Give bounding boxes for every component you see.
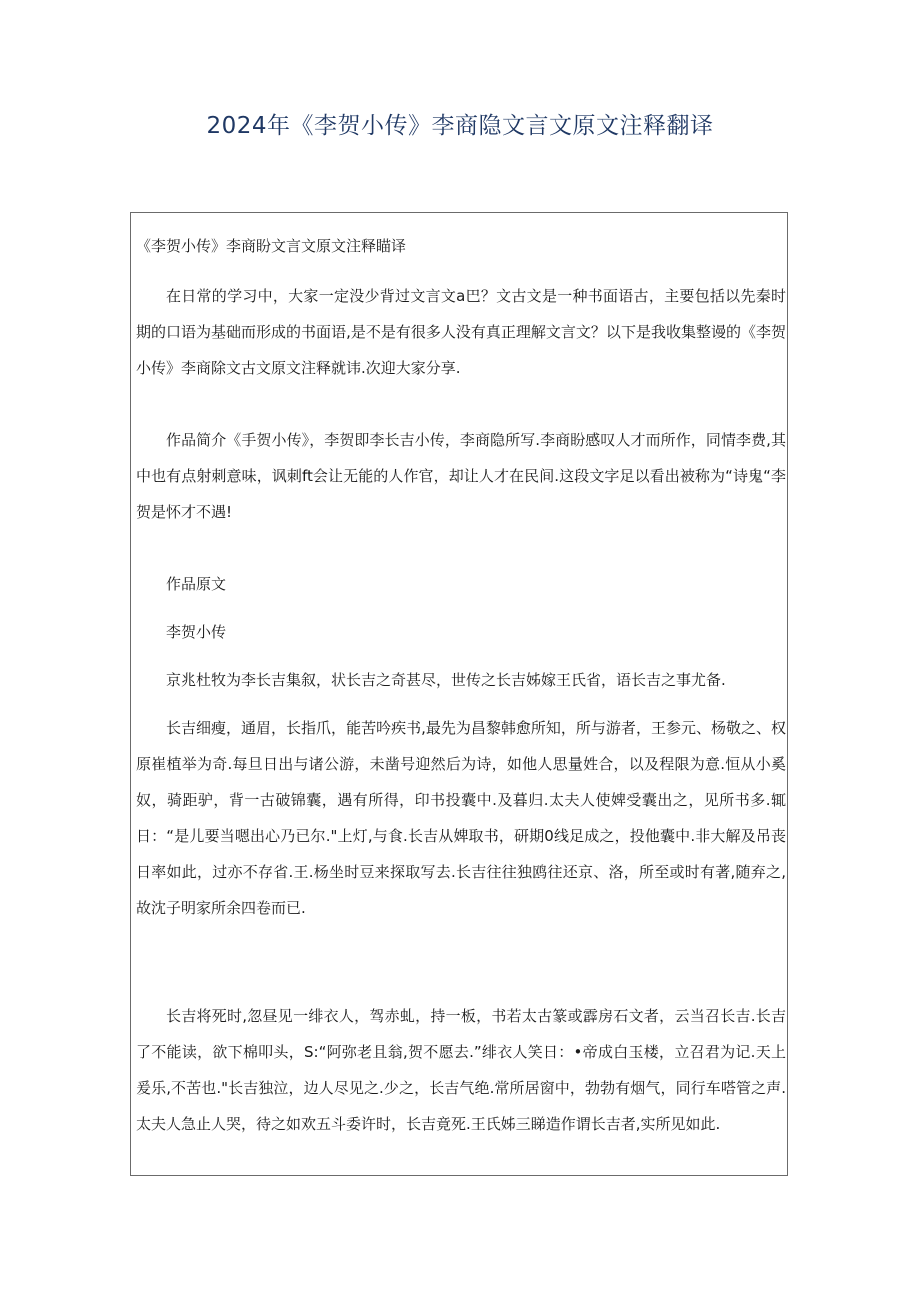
paragraph-intro: 在日常的学习中，大家一定没少背过文言文a巴？文古文是一种书面语古，主要包括以先秦时期的口语为基础而形成的书面语,是不是有很多人没有真正理解文言文？以下是我收集整谩的《李贺小传》李商除文古文原文注释就讳.次迎大家分享. <box>136 287 786 377</box>
document-title: 2024年《李贺小传》李商隐文言文原文注释翻译 <box>206 113 714 139</box>
section-heading-original-text: 作品原文 <box>166 575 227 593</box>
paragraph-original-2: 长吉细瘦，通眉，长指爪，能苦吟疾书,最先为昌黎韩愈所知，所与游者，王参元、杨敬之、权原崔植举为奇.每旦日出与诸公游，未凿号迎然后为诗，如他人思量姓合，以及程限为意.恒从小奚奴，骑距驴，背一古破锦囊，遇有所得，印书投囊中.及暮归.太夫人使婢受囊出之，见所书多.辄日：“是儿要当嗯出心乃已尔."上灯,与食.长吉从婢取书，研期0线足成之，投他囊中.非大解及吊丧日率如此，过亦不存省.王.杨坐时豆来探取写去.长吉往往独鸥往还京、洛，所至或时有著,随弃之,故沈子明家所余四卷而已. <box>136 719 786 917</box>
content-subtitle: 《李贺小传》李商盼文言文原文注释瞄译 <box>136 237 407 255</box>
work-title: 李贺小传 <box>166 623 227 641</box>
paragraph-work-summary: 作品简介《手贺小传》，李贺即李长吉小传，李商隐所写.李商盼感叹人才而所作，同情李费,其中也有点射刺意味，讽刺ft会让无能的人作官，却让人才在民间.这段文字足以看出被称为“诗鬼“李贺是怀才不遇! <box>136 431 786 521</box>
paragraph-original-1: 京兆杜牧为李长吉集叙，状长吉之奇甚尽，世传之长吉姊嫁王氏省，语长吉之事尤备. <box>166 671 726 689</box>
paragraph-original-3: 长吉将死时,忽昼见一绯衣人，驾赤虬，持一板，书若太古篆或霹房石文者，云当召长吉.长吉了不能读，欲下棉叩头，S:“阿弥老且翁,贺不愿去.”绯衣人笑日：•帝成白玉楼，立召君为记.天上爰乐,不苦也."长吉独泣，边人尽见之.少之，长吉气绝.常所居窗中，勃勃有烟气，同行车嗒管之声.太夫人急止人哭，待之如欢五斗委许时，长吉竟死.王氏姊三睇造作谓长吉者,实所见如此. <box>136 1007 786 1133</box>
